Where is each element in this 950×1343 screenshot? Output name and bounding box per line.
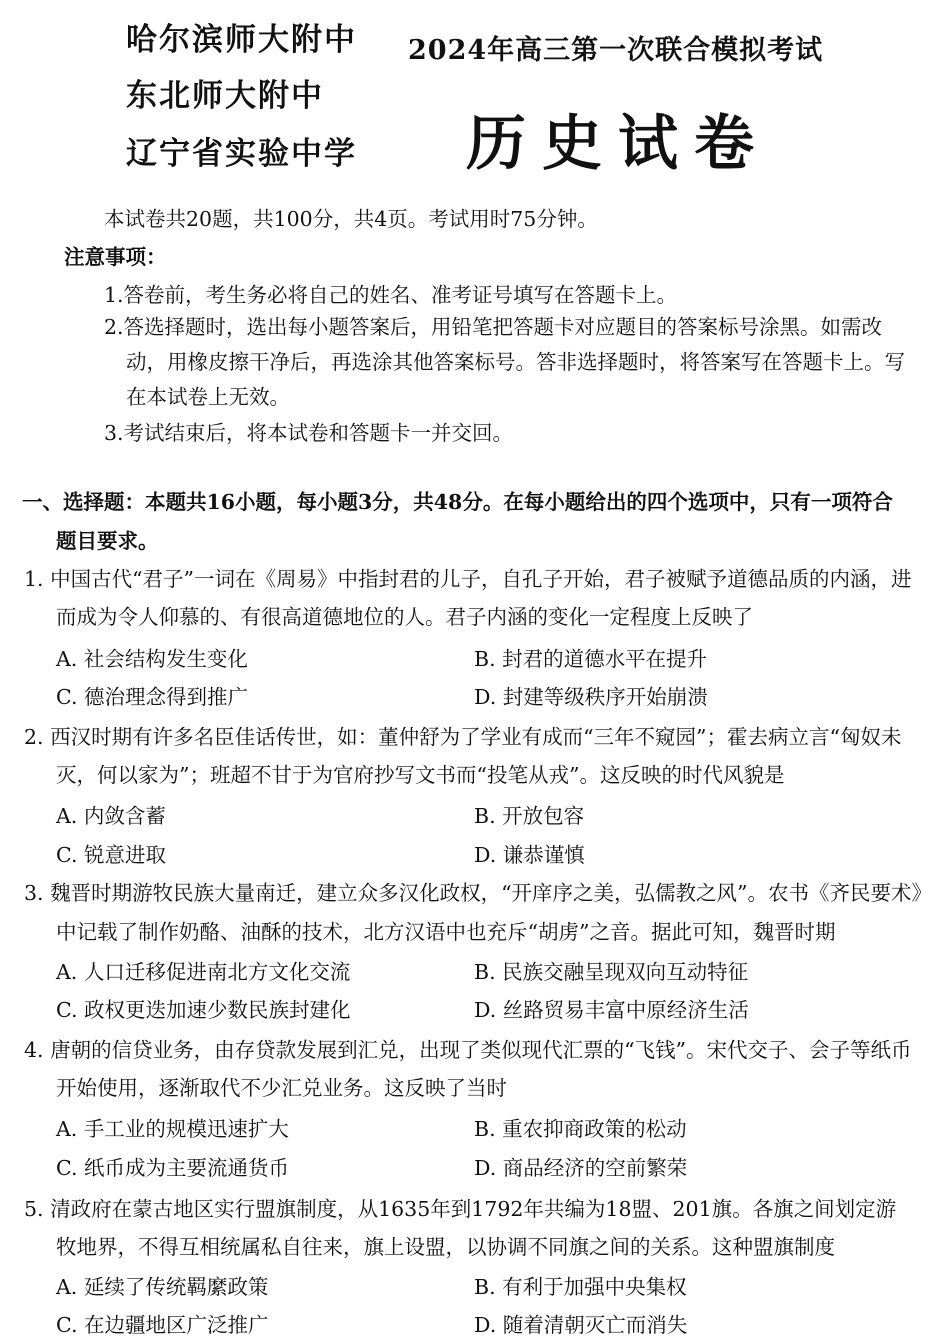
question-2-option-a: A. 内敛含蓄 (56, 804, 166, 828)
exam-intro: 本试卷共20题，共100分，共4页。考试用时75分钟。 (104, 207, 598, 231)
question-3-stem: 3. 魏晋时期游牧民族大量南迁，建立众多汉化政权，“开庠序之美，弘儒教之风”。农书《齐民要术》 (24, 881, 933, 905)
notice-heading: 注意事项： (64, 245, 167, 269)
school-name-1: 哈尔滨师大附中 (126, 22, 357, 58)
question-4-option-d: D. 商品经济的空前繁荣 (474, 1156, 688, 1180)
section-heading-cont: 题目要求。 (56, 529, 159, 553)
question-2-option-d: D. 谦恭谨慎 (474, 843, 585, 867)
question-2-stem-cont: 灭，何以家为”；班超不甘于为官府抄写文书而“投笔从戎”。这反映的时代风貌是 (56, 763, 785, 787)
question-3-option-a: A. 人口迁移促进南北方文化交流 (56, 960, 351, 984)
question-4-option-c: C. 纸币成为主要流通货币 (56, 1156, 289, 1180)
question-3-option-b: B. 民族交融呈现双向互动特征 (474, 960, 749, 984)
question-1-option-d: D. 封建等级秩序开始崩溃 (474, 685, 708, 709)
question-2-option-b: B. 开放包容 (474, 804, 585, 828)
section-heading: 一、选择题：本题共16小题，每小题3分，共48分。在每小题给出的四个选项中，只有一项符合 (22, 490, 893, 514)
subject-title: 历史试卷 (466, 109, 770, 179)
question-2-option-c: C. 锐意进取 (56, 843, 166, 867)
question-3-stem-cont: 中记载了制作奶酪、油酥的技术，北方汉语中也充斥“胡虏”之音。据此可知，魏晋时期 (56, 920, 836, 944)
question-5-option-b: B. 有利于加强中央集权 (474, 1275, 687, 1299)
question-1-stem-cont: 而成为令人仰慕的、有很高道德地位的人。君子内涵的变化一定程度上反映了 (56, 605, 753, 629)
school-name-3: 辽宁省实验中学 (126, 136, 357, 172)
question-4-stem-cont: 开始使用，逐渐取代不少汇兑业务。这反映了当时 (56, 1076, 507, 1100)
question-1-option-a: A. 社会结构发生变化 (56, 647, 248, 671)
question-4-stem: 4. 唐朝的信贷业务，由存贷款发展到汇兑，出现了类似现代汇票的“飞钱”。宋代交子、会子等纸币 (24, 1038, 912, 1062)
question-5-option-a: A. 延续了传统羁縻政策 (56, 1275, 269, 1299)
exam-name: 2024年高三第一次联合模拟考试 (408, 35, 824, 66)
question-4-option-b: B. 重农抑商政策的松动 (474, 1117, 687, 1141)
question-4-option-a: A. 手工业的规模迅速扩大 (56, 1117, 289, 1141)
question-5-stem: 5. 清政府在蒙古地区实行盟旗制度，从1635年到1792年共编为18盟、201旗。各旗之间划定游 (24, 1197, 897, 1221)
question-1-option-b: B. 封君的道德水平在提升 (474, 647, 708, 671)
notice-item: 在本试卷上无效。 (126, 385, 290, 409)
school-name-2: 东北师大附中 (126, 78, 324, 114)
question-2-stem: 2. 西汉时期有许多名臣佳话传世，如：董仲舒为了学业有成而“三年不窥园”；霍去病立言“匈奴未 (24, 725, 902, 749)
notice-item: 3.考试结束后，将本试卷和答题卡一并交回。 (104, 421, 514, 445)
notice-item: 2.答选择题时，选出每小题答案后，用铅笔把答题卡对应题目的答案标号涂黑。如需改 (104, 315, 883, 339)
notice-item: 1.答卷前，考生务必将自己的姓名、准考证号填写在答题卡上。 (104, 283, 678, 307)
notice-item: 动，用橡皮擦干净后，再选涂其他答案标号。答非选择题时，将答案写在答题卡上。写 (126, 350, 905, 374)
question-5-option-d: D. 随着清朝灭亡而消失 (474, 1313, 688, 1337)
question-5-option-c: C. 在边疆地区广泛推广 (56, 1313, 269, 1337)
question-3-option-d: D. 丝路贸易丰富中原经济生活 (474, 998, 749, 1022)
question-1-option-c: C. 德治理念得到推广 (56, 685, 248, 709)
question-1-stem: 1. 中国古代“君子”一词在《周易》中指封君的儿子，自孔子开始，君子被赋予道德品质的内涵，进 (24, 567, 912, 591)
question-3-option-c: C. 政权更迭加速少数民族封建化 (56, 998, 351, 1022)
question-5-stem-cont: 牧地界，不得互相统属私自往来，旗上设盟，以协调不同旗之间的关系。这种盟旗制度 (56, 1235, 835, 1259)
